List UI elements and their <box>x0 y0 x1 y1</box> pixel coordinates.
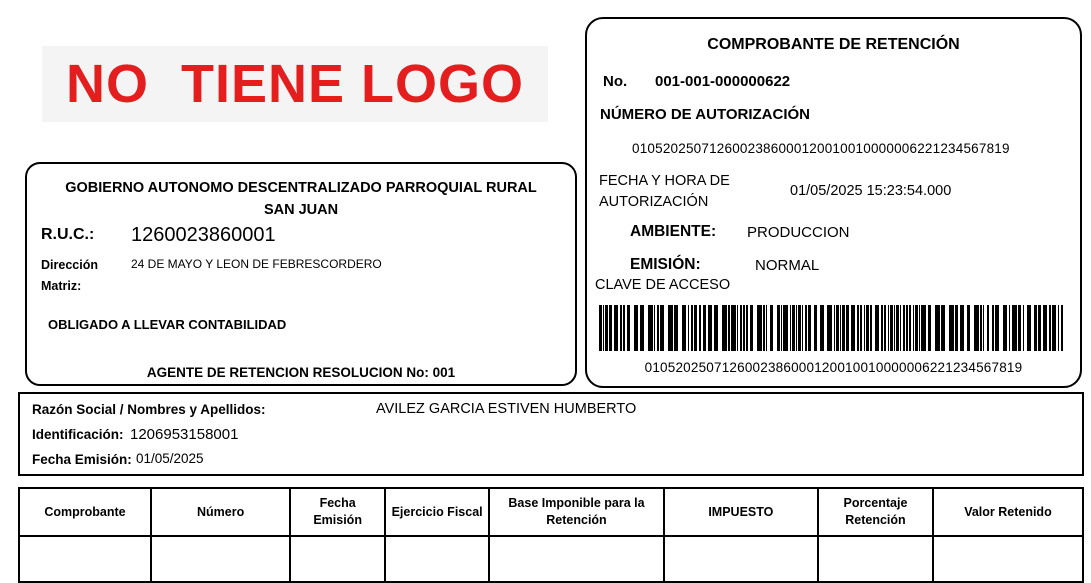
accounting-note: OBLIGADO A LLEVAR CONTABILIDAD <box>48 317 287 332</box>
col-header-base-imponible: Base Imponible para la Retención <box>489 488 663 536</box>
address-value: 24 DE MAYO Y LEON DE FEBRESCORDERO <box>131 257 382 271</box>
authorization-label: NÚMERO DE AUTORIZACIÓN <box>600 106 810 123</box>
table-cell <box>19 536 151 582</box>
table-cell <box>664 536 818 582</box>
access-key-barcode <box>599 305 1063 351</box>
table-cell <box>385 536 489 582</box>
emission-value: NORMAL <box>755 257 820 274</box>
retention-agent-note: AGENTE DE RETENCION RESOLUCION No: 001 <box>146 365 456 380</box>
authorization-number: 0105202507126002386000120010010000006221234567819 <box>632 141 1010 156</box>
col-header-impuesto: IMPUESTO <box>664 488 818 536</box>
access-key-label: CLAVE DE ACCESO <box>595 277 731 293</box>
emitter-name: GOBIERNO AUTONOMO DESCENTRALIZADO PARROQUIAL RURAL SAN JUAN <box>65 180 537 218</box>
receipt-info-box <box>585 17 1082 388</box>
col-header-numero: Número <box>151 488 290 536</box>
customer-id-value: 1206953158001 <box>130 426 239 443</box>
no-logo-text: NO TIENE LOGO <box>65 54 525 114</box>
auth-datetime-value: 01/05/2025 15:23:54.000 <box>790 183 952 199</box>
environment-value: PRODUCCION <box>747 224 850 241</box>
table-header-row <box>19 488 1083 536</box>
col-header-comprobante: Comprobante <box>19 488 151 536</box>
emission-label: EMISIÓN: <box>630 256 701 273</box>
table-cell <box>818 536 933 582</box>
environment-label: AMBIENTE: <box>630 223 717 240</box>
logo-placeholder <box>42 46 548 122</box>
table-cell <box>489 536 663 582</box>
customer-name-label: Razón Social / Nombres y Apellidos: <box>32 402 266 417</box>
ruc-value: 1260023860001 <box>131 224 276 246</box>
receipt-number-label: No. <box>603 73 628 90</box>
ruc-label: R.U.C.: <box>41 226 95 243</box>
table-cell <box>933 536 1083 582</box>
receipt-number-value: 001-001-000000622 <box>655 73 791 90</box>
col-header-fecha-emision: Fecha Emisión <box>290 488 385 536</box>
customer-name-value: AVILEZ GARCIA ESTIVEN HUMBERTO <box>376 401 637 417</box>
customer-id-label: Identificación: <box>32 427 124 442</box>
issue-date-label: Fecha Emisión: <box>32 452 132 467</box>
access-key-value: 0105202507126002386000120010010000006221234567819 <box>644 360 1023 375</box>
col-header-ejercicio-fiscal: Ejercicio Fiscal <box>385 488 489 536</box>
table-cell <box>151 536 290 582</box>
receipt-title: COMPROBANTE DE RETENCIÓN <box>707 36 960 53</box>
auth-datetime-label: FECHA Y HORA DE AUTORIZACIÓN <box>599 173 730 211</box>
emitter-info-box <box>25 162 577 386</box>
table-row <box>19 536 1083 582</box>
col-header-valor-retenido: Valor Retenido <box>933 488 1083 536</box>
customer-info-box <box>18 392 1084 476</box>
address-label: Dirección Matriz: <box>41 258 98 294</box>
table-cell <box>290 536 385 582</box>
col-header-porcentaje: Porcentaje Retención <box>818 488 933 536</box>
issue-date-value: 01/05/2025 <box>136 451 204 466</box>
retention-detail-table <box>18 487 1084 583</box>
